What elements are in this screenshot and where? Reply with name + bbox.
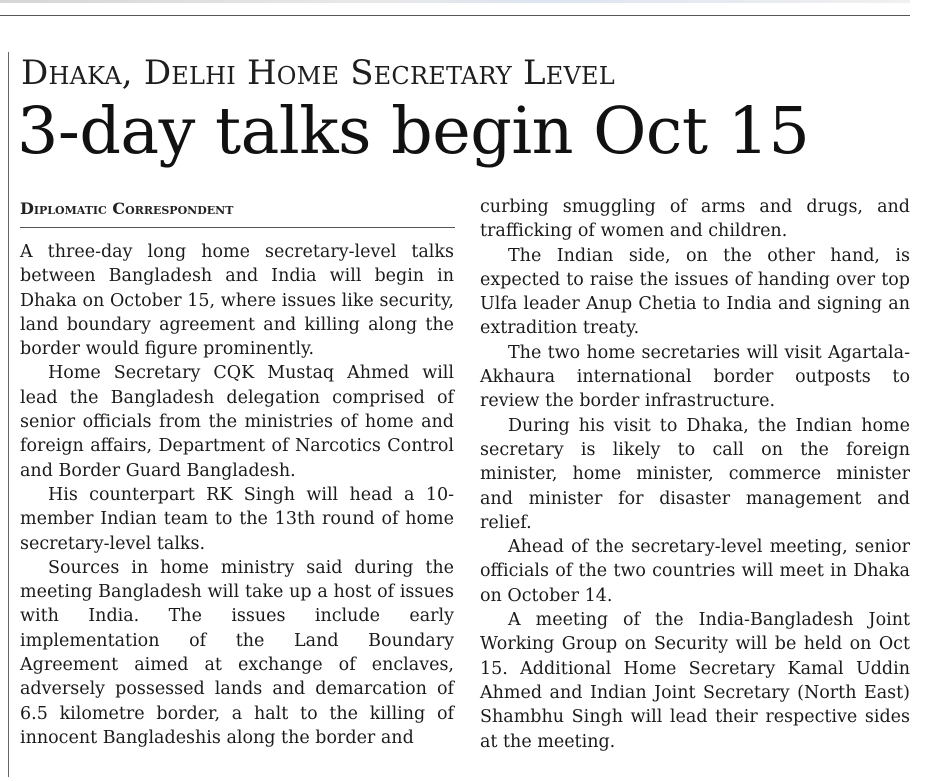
article-byline: Diplomatic Correspondent bbox=[20, 199, 234, 218]
article-headline: 3-day talks begin Oct 15 bbox=[17, 94, 810, 169]
article-kicker: Dhaka, Delhi Home Secretary Level bbox=[21, 53, 615, 93]
paragraph: Sources in home ministry said during the meeting Bangladesh will take up a host of issues with India. The issues include early implementation of the Land Boundary Agreement aimed at exchange of enclaves, adversely possessed lands and demarcation of 6.5 kilometre border, a halt to the killing of innocent Bangladeshis along the border and bbox=[20, 557, 454, 748]
article-column-right bbox=[480, 195, 910, 754]
paragraph: The Indian side, on the other hand, is expected to raise the issues of handing over top Ulfa leader Anup Chetia to India and signing an extradition treaty. bbox=[480, 245, 910, 339]
paragraph: curbing smuggling of arms and drugs, and trafficking of women and children. bbox=[480, 197, 910, 242]
paragraph: Home Secretary CQK Mustaq Ahmed will lead the Bangladesh delegation comprised of senior officials from the ministries of home and foreign affairs, Department of Narcotics Control and Border Guard Bangladesh. bbox=[20, 363, 454, 481]
paragraph: Ahead of the secretary-level meeting, senior officials of the two countries will meet in Dhaka on October 14. bbox=[480, 537, 910, 606]
paragraph: A meeting of the India-Bangladesh Joint Working Group on Security will be held on Oct 15. Additional Home Secretary Kamal Uddin Ahmed and Indian Joint Secretary (North East) Shambhu Singh will lead their respective sides at the meeting. bbox=[480, 610, 910, 752]
top-color-strip bbox=[0, 0, 910, 3]
paragraph: His counterpart RK Singh will head a 10-member Indian team to the 13th round of home secretary-level talks. bbox=[20, 484, 454, 554]
byline-divider-rule bbox=[20, 227, 455, 228]
paragraph: A three-day long home secretary-level talks between Bangladesh and India will begin in Dhaka on October 15, where issues like security, land boundary agreement and killing along the border would figure prominently. bbox=[20, 242, 454, 360]
left-vertical-rule bbox=[8, 52, 9, 777]
top-divider-rule bbox=[0, 15, 910, 16]
article-column-left bbox=[20, 240, 454, 750]
paragraph: The two home secretaries will visit Agartala-Akhaura international border outposts to review the border infrastructure. bbox=[480, 342, 910, 412]
paragraph: During his visit to Dhaka, the Indian home secretary is likely to call on the foreign minister, home minister, commerce minister and minister for disaster management and relief. bbox=[480, 415, 910, 533]
